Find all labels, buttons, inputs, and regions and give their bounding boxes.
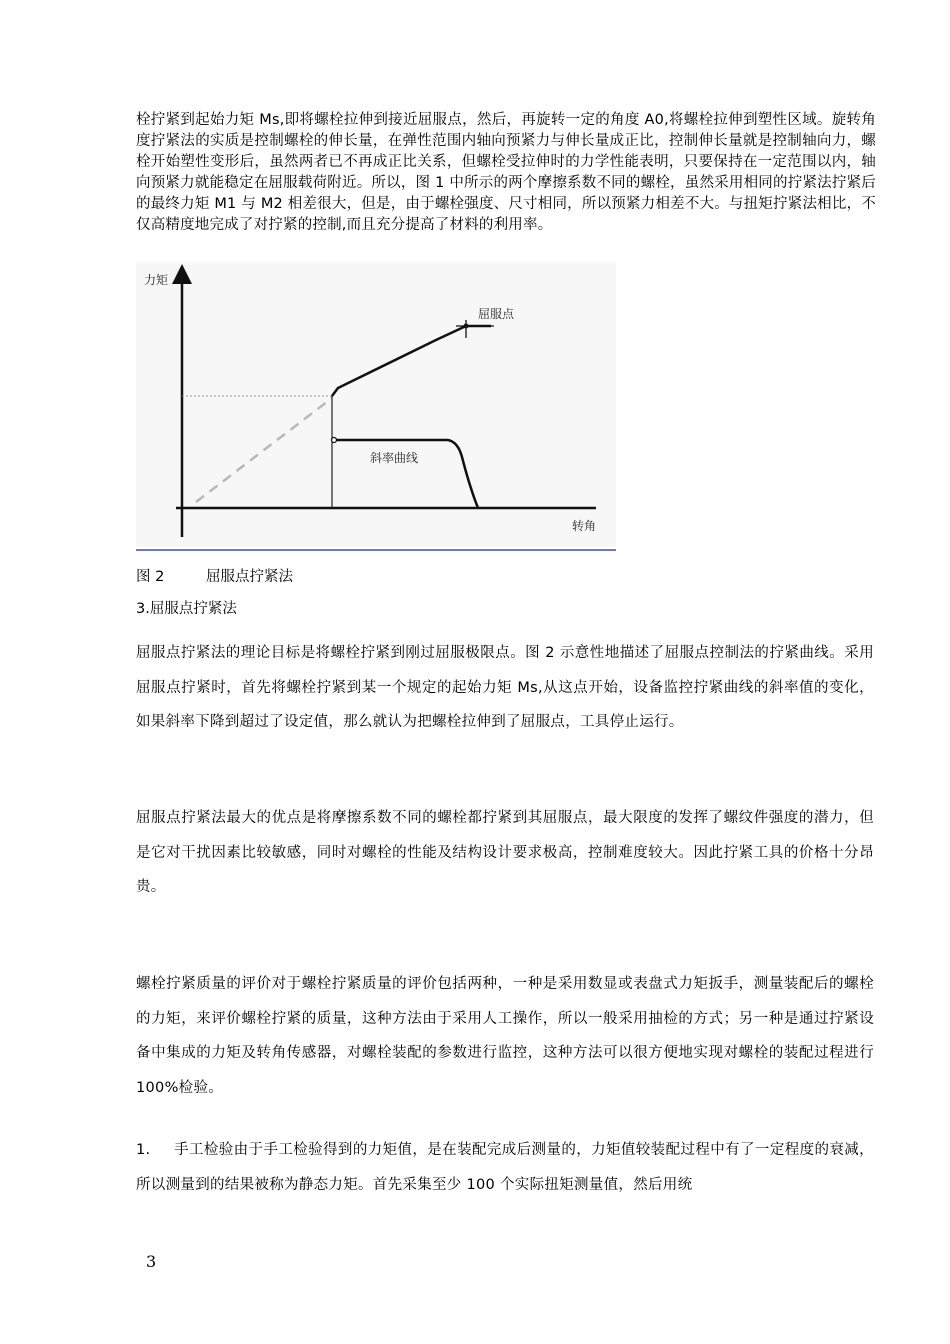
paragraph-3: 螺栓拧紧质量的评价对于螺栓拧紧质量的评价包括两种，一种是采用数显或表盘式力矩扳手，测量装配后的螺栓的力矩，来评价螺栓拧紧的质量，这种方法由于采用人工操作，所以一般采用抽检的方式；另一种是通过拧紧设备中集成的力矩及转角传感器，对螺栓装配的参数进行监控，这种方法可以很方便地实现对螺栓的装配过程进行100%检验。 [136, 976, 874, 1096]
tightening-curve-chart [136, 262, 616, 552]
paragraph-1: 屈服点拧紧法的理论目标是将螺栓拧紧到刚过屈服极限点。图 2 示意性地描述了屈服点控制法的拧紧曲线。采用屈服点拧紧时，首先将螺栓拧紧到某一个规定的起始力矩 Ms,从这点开始，设备监控拧紧曲线的斜率值的变化，如果斜率下降到超过了设定值，那么就认为把螺栓拉伸到了屈服点，工具停止运行。 [136, 645, 874, 730]
yield-point-label: 屈服点 [478, 307, 515, 321]
yield-point-tightening-figure [136, 262, 616, 552]
y-axis-label: 力矩 [144, 273, 169, 287]
paragraph-2: 屈服点拧紧法最大的优点是将摩擦系数不同的螺栓都拧紧到其屈服点，最大限度的发挥了螺纹件强度的潜力，但是它对干扰因素比较敏感，同时对螺栓的性能及结构设计要求极高，控制难度较大。因此拧紧工具的价格十分昂贵。 [136, 810, 874, 895]
yield-point-dot [464, 324, 469, 329]
intro-paragraph: 栓拧紧到起始力矩 Ms,即将螺栓拉伸到接近屈服点，然后，再旋转一定的角度 A0,将螺栓拉伸到塑性区域。旋转角度拧紧法的实质是控制螺栓的伸长量，在弹性范围内轴向预紧力与伸长量成正比，控制伸长量就是控制轴向力，螺栓开始塑性变形后，虽然两者已不再成正比关系，但螺栓受拉伸时的力学性能表明，只要保持在一定范围以内，轴向预紧力就能稳定在屈服载荷附近。所以，图 1 中所示的两个摩擦系数不同的螺栓，虽然采用相同的拧紧法拧紧后的最终力矩 M1 与 M2 相差很大，但是，由于螺栓强度、尺寸相同，所以预紧力相差不大。与扭矩拧紧法相比，不仅高精度地完成了对拧紧的控制,而且充分提高了材料的利用率。 [136, 112, 876, 233]
list-item-1-number: 1. [136, 1142, 151, 1158]
section-heading: 3.屈服点拧紧法 [136, 601, 237, 617]
x-axis-label: 转角 [572, 519, 597, 533]
chart-background [136, 262, 616, 547]
figure-caption-title: 屈服点拧紧法 [206, 569, 293, 585]
list-item-1-text: 手工检验由于手工检验得到的力矩值，是在装配完成后测量的，力矩值较装配过程中有了一定程度的衰减，所以测量到的结果被称为静态力矩。首先采集至少 100 个实际扭矩测量值，然后用统 [136, 1142, 874, 1193]
slope-curve-label: 斜率曲线 [370, 451, 419, 465]
page-number: 3 [146, 1252, 157, 1271]
figure-caption [136, 566, 293, 588]
list-item-1 [136, 1133, 874, 1202]
slope-curve-start [332, 438, 337, 443]
figure-caption-number: 图 2 [136, 569, 165, 585]
